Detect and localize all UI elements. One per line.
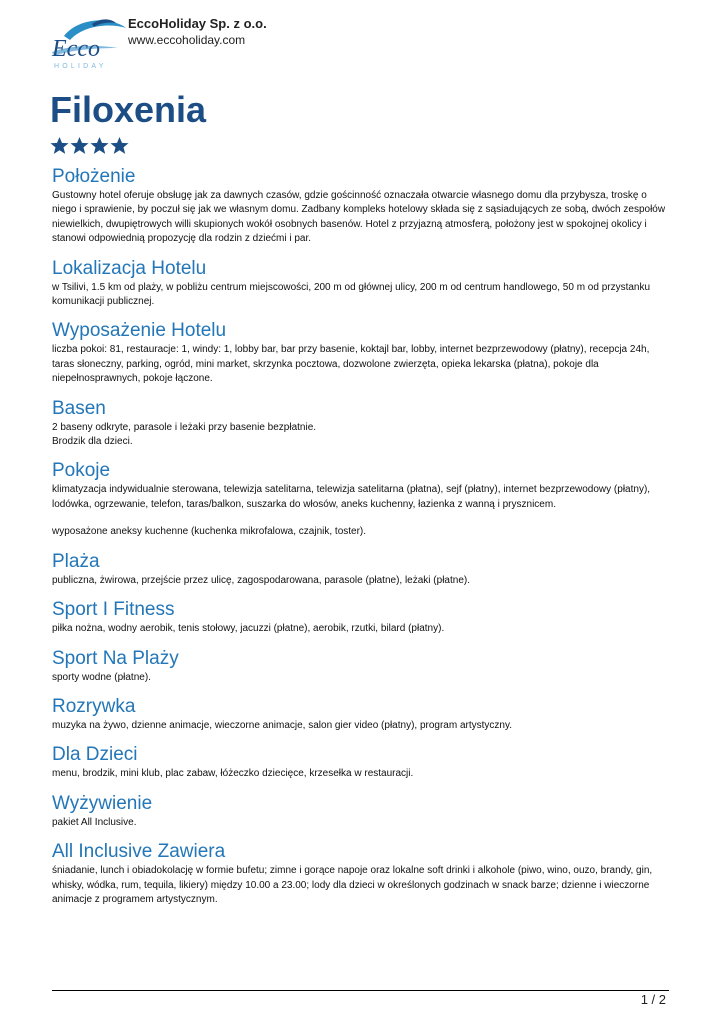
star-icon: [70, 136, 89, 155]
section-heading: Rozrywka: [52, 695, 136, 717]
section: [52, 840, 670, 907]
section-heading: Wyposażenie Hotelu: [52, 320, 227, 342]
footer-divider: [52, 990, 669, 991]
svg-text:HOLIDAY: HOLIDAY: [54, 63, 107, 70]
section: [52, 319, 670, 386]
star-icon: [50, 136, 69, 155]
section: [52, 550, 670, 588]
company-name: EccoHoliday Sp. z o.o.: [128, 16, 267, 31]
section: [52, 397, 670, 450]
page-indicator: 1 / 2: [640, 992, 666, 1007]
section-text: piłka nożna, wodny aerobik, tenis stołowy, jacuzzi (płatne), aerobik, rzutki, bilard (płatny).: [52, 623, 445, 635]
hotel-description: [52, 165, 670, 917]
section: [52, 647, 670, 685]
section-heading: Wyżywienie: [52, 792, 153, 814]
section-heading: Sport Na Plaży: [52, 647, 179, 669]
section-heading: Pokoje: [52, 460, 111, 482]
section-text: Gustowny hotel oferuje obsługę jak za dawnych czasów, gdzie gościnność oznaczała otwarcie własnego domu dla przybysza, troskę o niego i sprawienie, by poczuł się jak we własnym domu. Zadbany kompleks hotelowy składa się z sąsiadujących ze sobą, dwóch zespołów niewielkich, dwupiętrowych willi skupionych wokół osobnych basenów. Hotel z przyjazną atmosferą, położony jest w spokojnej okolicy i stanowi odpowiednią propozycję dla rodzin z dziećmi i par.: [52, 190, 666, 245]
section-text: liczba pokoi: 81, restauracje: 1, windy: 1, lobby bar, bar przy basenie, koktajl bar, lobby, internet bezprzewodowy (płatny), recepcja 24h, taras słoneczny, parking, ogród, mini market, skrzynka pocztowa, dozwolone zwierzęta, opieka lekarska (płatna), pokoje dla niepełnosprawnych, pokoje łączone.: [52, 344, 650, 385]
section-heading: Plaża: [52, 550, 100, 572]
section-heading: Sport I Fitness: [52, 599, 175, 621]
section: [52, 165, 670, 247]
section-text: pakiet All Inclusive.: [52, 816, 137, 828]
section-text: sporty wodne (płatne).: [52, 671, 151, 683]
section: [52, 695, 670, 733]
star-icon: [110, 136, 129, 155]
section-text: śniadanie, lunch i obiadokolację w formie bufetu; zimne i gorące napoje oraz lokalne soft drinki i alkohole (piwo, wino, ouzo, brandy, gin, whisky, wódka, rum, tequila, likiery) między 10.00 a 23.00; lody dla dzieci w określonych godzinach w snack barze; dzienne i wieczorne animacje z programem artystycznym.: [52, 865, 653, 905]
section-heading: Lokalizacja Hotelu: [52, 257, 207, 279]
company-info: [128, 16, 267, 48]
section-text: muzyka na żywo, dzienne animacje, wieczorne animacje, salon gier video (płatny), program artystyczny.: [52, 719, 513, 731]
section: [52, 792, 670, 830]
star-icon: [90, 136, 109, 155]
section-text: wyposażone aneksy kuchenne (kuchenka mikrofalowa, czajnik, toster).: [52, 526, 367, 538]
section-text: menu, brodzik, mini klub, plac zabaw, łóżeczko dziecięce, krzesełka w restauracji.: [52, 768, 414, 780]
section: [52, 459, 670, 539]
section-text: 2 baseny odkryte, parasole i leżaki przy basenie bezpłatnie. Brodzik dla dzieci.: [52, 421, 317, 448]
section-text: publiczna, żwirowa, przejście przez ulicę, zagospodarowana, parasole (płatne), leżaki (płatne).: [52, 574, 470, 586]
hotel-name: Filoxenia: [50, 89, 207, 130]
section-heading: Dla Dzieci: [52, 744, 138, 766]
ecco-holiday-logo: [48, 14, 126, 70]
section: [52, 257, 670, 310]
company-url[interactable]: www.eccoholiday.com: [128, 33, 246, 47]
section-heading: Położenie: [52, 166, 136, 187]
svg-text:Ecco: Ecco: [52, 36, 100, 62]
page-header: [48, 14, 688, 74]
section-heading: All Inclusive Zawiera: [52, 841, 226, 863]
section-text: klimatyzacja indywidualnie sterowana, telewizja satelitarna, telewizja satelitarna (płatna), sejf (płatny), internet bezprzewodowy (płatny), lodówka, ogrzewanie, telefon, taras/balkon, suszarka do włosów, aneks kuchenny, łazienka z wanną i prysznicem.: [52, 484, 651, 510]
section: [52, 598, 670, 636]
section: [52, 743, 670, 781]
section-text: w Tsilivi, 1.5 km od plaży, w pobliżu centrum miejscowości, 200 m od głównej ulicy, 200 m od centrum handlowego, 50 m od przystanku komunikacji publicznej.: [52, 281, 651, 308]
section-heading: Basen: [52, 397, 106, 419]
hotel-star-rating: [50, 136, 129, 155]
